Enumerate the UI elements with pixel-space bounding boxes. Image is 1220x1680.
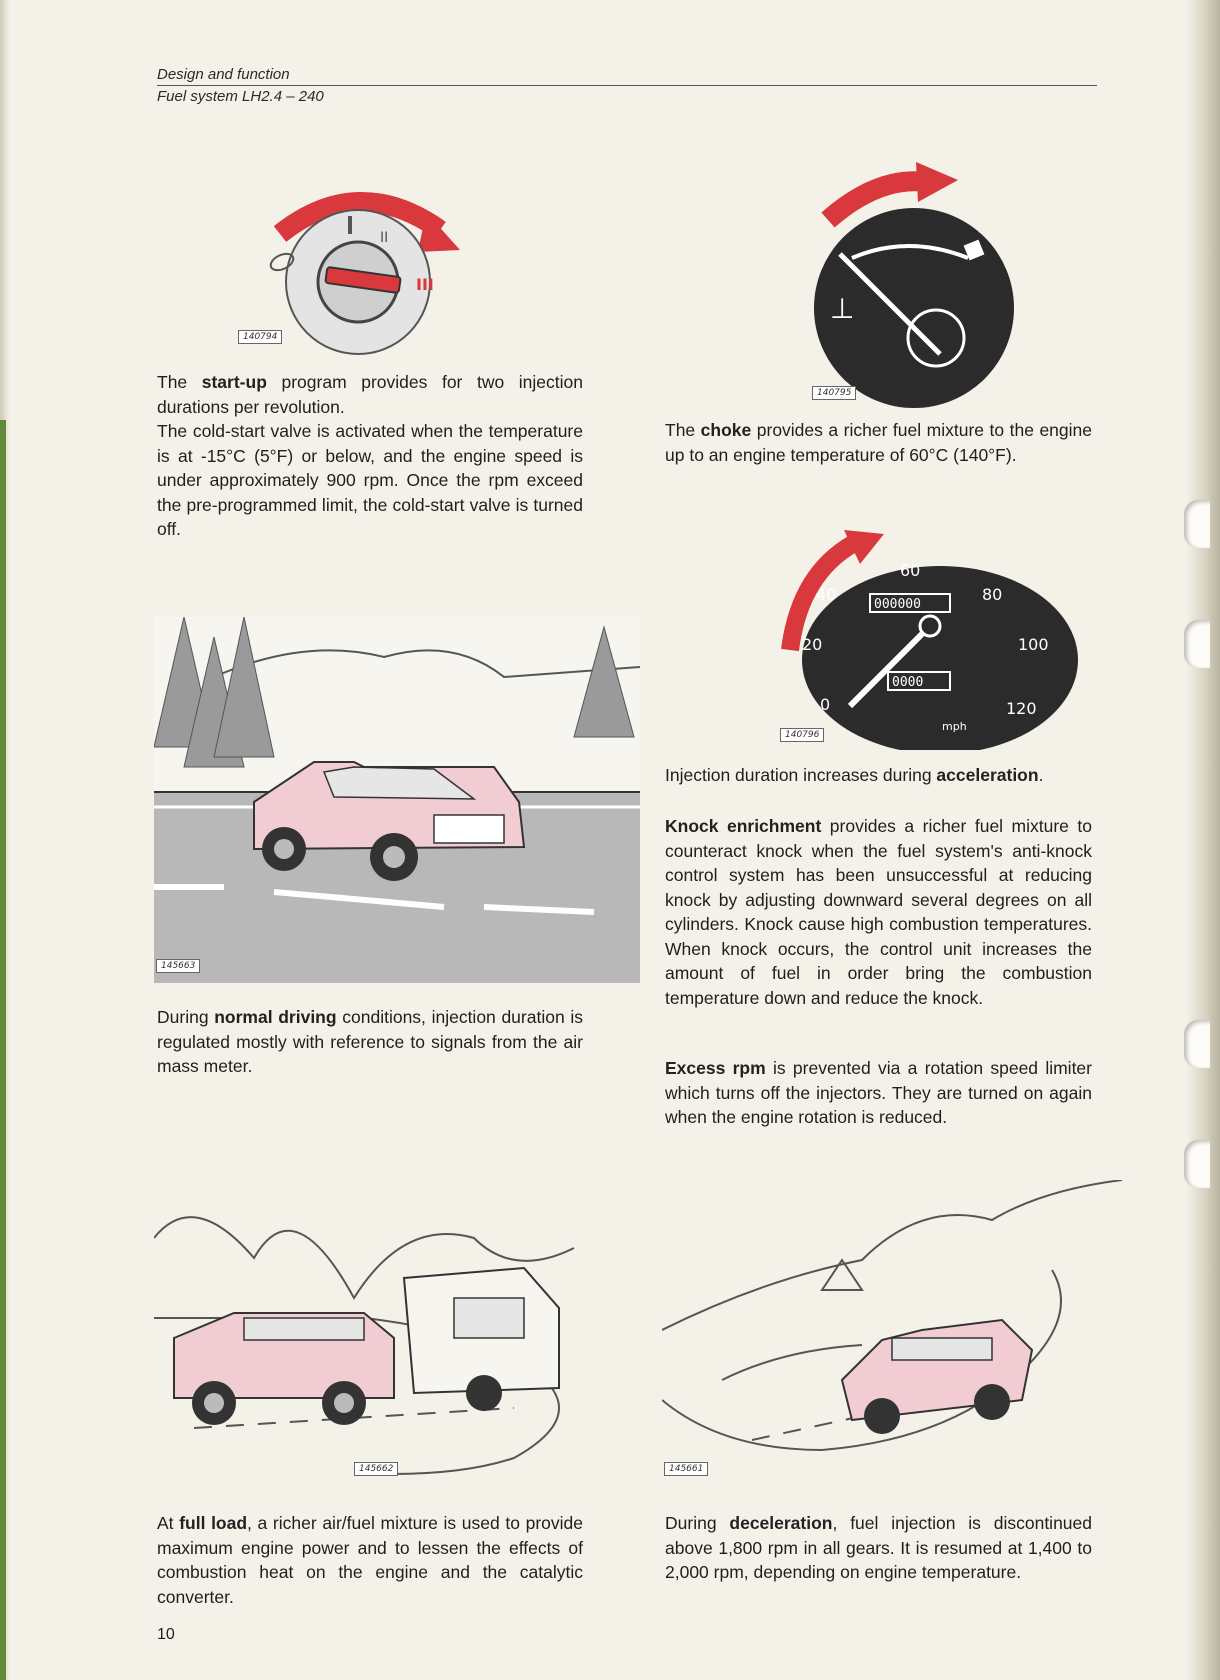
figure-number: 145661 [664, 1462, 708, 1476]
speedometer-illustration [780, 530, 1080, 750]
svg-text:100: 100 [1018, 635, 1049, 654]
term-start-up: start-up [201, 372, 267, 392]
acceleration-paragraph: Injection duration increases during acceleration. [665, 765, 1044, 785]
deceleration-illustration [662, 1180, 1122, 1480]
term-acceleration: acceleration [936, 765, 1039, 785]
svg-text:⊥: ⊥ [830, 292, 855, 325]
figure-number: 145662 [354, 1462, 398, 1476]
car-illustration [842, 1320, 1032, 1434]
svg-text:III: III [416, 275, 434, 294]
svg-text:60: 60 [900, 561, 921, 580]
svg-text:120: 120 [1006, 699, 1037, 718]
full-load-illustration [154, 1178, 624, 1478]
svg-text:80: 80 [982, 585, 1003, 604]
binder-hole [1184, 500, 1210, 548]
svg-text:0000: 0000 [892, 675, 924, 690]
figure-number: 145663 [156, 959, 200, 973]
svg-text:mph: mph [942, 720, 967, 733]
knock-paragraph: Knock enrichment provides a richer fuel mixture to counteract knock when the fuel system's anti-knock control system has been unsuccessful at reducing knock by adjusting downward several degrees on all cylinders. Knock cause high combustion temperatures. When knock occurs, the control unit increases the amount of fuel in order bring the combustion temperature down and reduce the knock. [665, 816, 1092, 1008]
page-number: 10 [157, 1626, 175, 1643]
page-header [157, 64, 324, 108]
paper-edge-right [1186, 0, 1220, 1680]
svg-text:20: 20 [802, 635, 823, 654]
temperature-gauge-illustration [808, 158, 1028, 408]
binder-hole [1184, 1140, 1210, 1188]
header-rule [157, 85, 1097, 86]
full-load-paragraph: At full load, a richer air/fuel mixture is used to provide maximum engine power and to lessen the effects of combustion heat on the engine and the catalytic converter. [157, 1513, 583, 1607]
term-normal-driving: normal driving [214, 1007, 337, 1027]
normal-driving-paragraph: During normal driving conditions, injection duration is regulated mostly with reference to signals from the air mass meter. [157, 1007, 583, 1076]
svg-text:40: 40 [816, 585, 837, 604]
coldstart-text: The cold-start valve is activated when the temperature is at -15°C (5°F) or below, and the engine speed is under approximately 900 rpm. Once the rpm exceed the pre-programmed limit, the cold-start valve is turned off. [157, 421, 583, 539]
startup-paragraph: The start-up program provides for two injection durations per revolution. The cold-start valve is activated when the temperature is at -15°C (5°F) or below, and the engine speed is under approximately 900 rpm. Once the rpm exceed the pre-programmed limit, the cold-start valve is turned off. [157, 370, 583, 542]
excess-rpm-paragraph: Excess rpm is prevented via a rotation speed limiter which turns off the injectors. They are turned on again when the engine rotation is reduced. [665, 1058, 1092, 1127]
car-illustration [174, 1313, 394, 1425]
deceleration-paragraph: During deceleration, fuel injection is discontinued above 1,800 rpm in all gears. It is resumed at 1,400 to 2,000 rpm, depending on engine temperature. [665, 1513, 1092, 1582]
svg-text:000000: 000000 [874, 597, 921, 612]
figure-number: 140796 [780, 728, 824, 742]
term-choke: choke [700, 420, 752, 440]
binding-stripe [0, 420, 6, 1680]
term-knock-enrichment: Knock enrichment [665, 816, 822, 836]
choke-paragraph: The choke provides a richer fuel mixture to the engine up to an engine temperature of 60°C (140°F). [665, 420, 1092, 465]
ignition-key-illustration [240, 172, 470, 362]
binder-hole [1184, 1020, 1210, 1068]
term-excess-rpm: Excess rpm [665, 1058, 766, 1078]
term-deceleration: deceleration [729, 1513, 833, 1533]
svg-text:0: 0 [820, 695, 831, 714]
section-subtitle: Fuel system LH2.4 – 240 [157, 88, 324, 105]
term-full-load: full load [179, 1513, 248, 1533]
section-title: Design and function [157, 66, 290, 83]
caravan-illustration [404, 1268, 559, 1411]
normal-driving-illustration [154, 617, 640, 983]
binder-hole [1184, 620, 1210, 668]
figure-number: 140794 [238, 330, 282, 344]
figure-number: 140795 [812, 386, 856, 400]
svg-text:II: II [380, 230, 389, 246]
